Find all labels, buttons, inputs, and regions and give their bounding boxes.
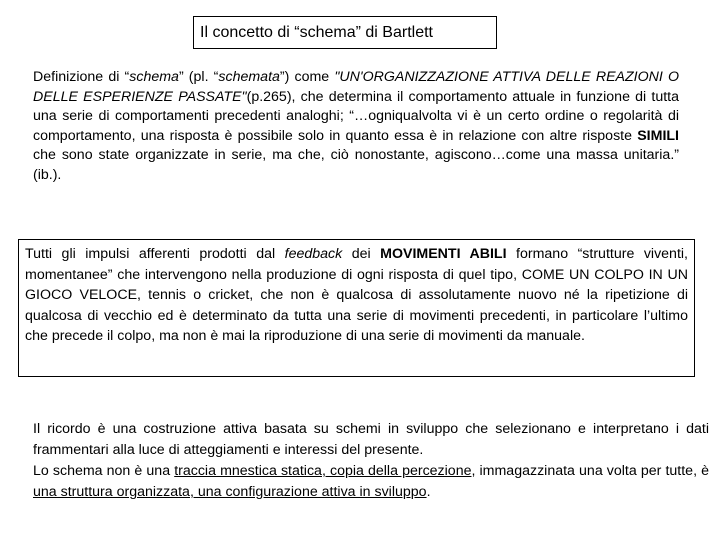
p1-text-1: Definizione di “ xyxy=(33,69,130,85)
p3-underlined-traccia: traccia mnestica statica, copia della percezione xyxy=(174,463,472,479)
p1-schemata-term: schemata xyxy=(218,69,280,85)
p3-text-c: , immagazzinata una volta per tutte, è xyxy=(471,463,710,479)
definition-paragraph xyxy=(33,68,679,185)
p3-line-1: Il ricordo è una costruzione attiva basata su schemi in sviluppo che selezionano e interpretano i dati frammentari alla luce di atteggiamenti e interessi del presente. xyxy=(33,421,709,458)
p1-text-9: che sono state organizzate in serie, ma che, ciò nonostante, agiscono…come una massa unitaria.” (ib.). xyxy=(33,147,679,183)
box2-text-3: dei xyxy=(342,246,381,262)
movimenti-abili-box xyxy=(18,239,695,377)
title-box xyxy=(193,16,497,49)
p1-definition-quote: "UN'ORGANIZZAZIONE ATTIVA DELLE REAZIONI O DELLE ESPERIENZE PASSATE" xyxy=(33,69,680,105)
p1-text-3: ” (pl. “ xyxy=(178,69,219,85)
p1-text-7: (p.265), che determina il comportamento attuale in funzione di tutta una serie di comportamenti precedenti analoghi; “…ogniqualvolta vi è un certo ordine o regolarità di comportamento, una risposta è possibile solo in quanto essa è in relazione con altre risposte xyxy=(33,88,679,144)
page-title: Il concetto di “schema” di Bartlett xyxy=(200,24,433,41)
ricordo-paragraph xyxy=(33,419,709,503)
p1-text-5: ”) come xyxy=(279,69,335,85)
p3-underlined-struttura: una struttura organizzata, una configurazione attiva in sviluppo xyxy=(33,484,427,500)
box2-text-1: Tutti gli impulsi afferenti prodotti dal xyxy=(25,246,285,262)
p1-simili: SIMILI xyxy=(637,127,679,144)
p3-line-2 xyxy=(33,461,709,503)
box2-feedback: feedback xyxy=(284,246,343,262)
box2-movimenti-abili: MOVIMENTI ABILI xyxy=(380,246,507,262)
box2-text-5: formano “strutture viventi, momentanee” che intervengono nella produzione di ogni risposta di quel tipo, COME UN COLPO IN UN GIOCO VELOCE, tennis o cricket, che non è qualcosa di assolutamente nuovo né la ripetizione di qualcosa di vecchio ed è determinato da tutta una serie di movimenti precedenti, in particolare l’ultimo che precede il colpo, ma non è mai la riproduzione di una serie di movimenti da manuale. xyxy=(25,246,688,344)
p1-schema-term: schema xyxy=(129,69,179,85)
p3-text-a: Lo schema non è una xyxy=(33,463,175,479)
p3-text-e: . xyxy=(426,484,431,500)
